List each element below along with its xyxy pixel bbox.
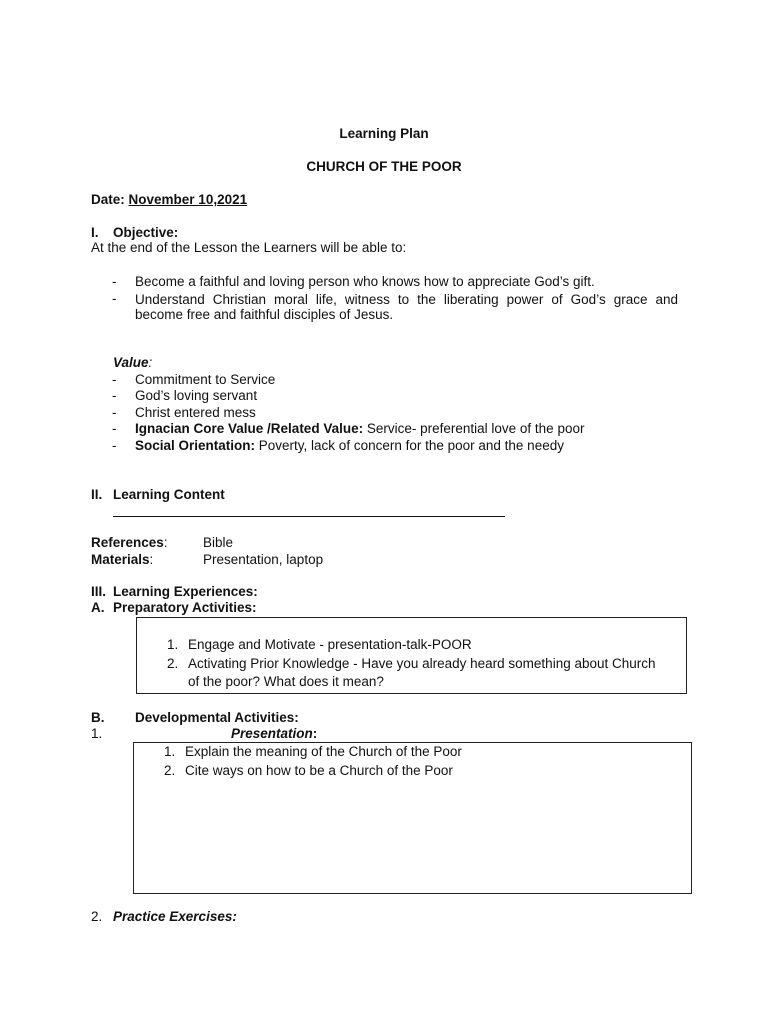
social-orientation-line (135, 438, 564, 453)
prep-item-1-number: 1. (167, 637, 179, 652)
bullet-dash: - (112, 372, 117, 387)
value-item-2: God’s loving servant (135, 388, 258, 403)
social-orientation-text: Poverty, lack of concern for the poor and the needy (255, 438, 564, 453)
presentation-box (133, 742, 692, 894)
materials-value: Presentation, laptop (203, 552, 324, 567)
objective-item-1: Become a faithful and loving person who knows how to appreciate God’s gift. (135, 274, 595, 289)
document-title: Learning Plan (339, 126, 429, 141)
references-value: Bible (203, 535, 234, 550)
practice-heading: Practice Exercises: (113, 909, 237, 924)
prep-item-2-text: Activating Prior Knowledge - Have you already heard something about Church (188, 656, 656, 671)
subsection-a-heading: Preparatory Activities: (113, 600, 257, 615)
materials-label: Materials (91, 552, 150, 567)
objective-item-2: Understand Christian moral life, witness to the liberating power of God’s grace and (135, 292, 678, 307)
materials-colon: : (149, 552, 154, 567)
core-value-text: Service- preferential love of the poor (363, 421, 585, 436)
date-value: November 10,2021 (128, 192, 248, 207)
subsection-a-number: A. (91, 600, 105, 615)
preparatory-activities-box (136, 617, 687, 694)
presentation-heading-line (231, 726, 317, 741)
prep-item-2-number: 2. (167, 656, 179, 671)
pres-item-1-number: 1. (164, 744, 176, 759)
references-label-line (91, 535, 168, 550)
bullet-dash: - (112, 438, 117, 453)
subsection-b-heading: Developmental Activities: (135, 710, 299, 725)
materials-label-line (91, 552, 153, 567)
section-experiences-heading: Learning Experiences: (113, 584, 258, 599)
prep-item-2-cont: of the poor? What does it mean? (188, 674, 384, 689)
value-item-3: Christ entered mess (135, 405, 256, 420)
section-objective-heading: Objective: (113, 225, 179, 240)
pres-item-2-text: Cite ways on how to be a Church of the Poor (185, 763, 453, 778)
prep-item-1-text: Engage and Motivate - presentation-talk-POOR (188, 637, 472, 652)
value-heading-label: Value (113, 355, 149, 370)
fill-in-line (113, 516, 505, 517)
section-experiences-number: III. (91, 584, 107, 599)
core-value-label: Ignacian Core Value /Related Value: (135, 421, 364, 436)
references-label: References (91, 535, 164, 550)
objective-item-2-cont: become free and faithful disciples of Jesus. (135, 307, 394, 322)
objective-intro: At the end of the Lesson the Learners will be able to: (91, 240, 407, 255)
document-subtitle: CHURCH OF THE POOR (306, 159, 462, 174)
bullet-dash: - (112, 421, 117, 436)
value-heading-colon: : (148, 355, 153, 370)
practice-number: 2. (91, 909, 103, 924)
section-content-heading: Learning Content (113, 487, 225, 502)
subsection-b-number: B. (91, 710, 105, 725)
value-heading (113, 355, 152, 370)
section-content-number: II. (91, 487, 103, 502)
bullet-dash: - (112, 274, 117, 289)
pres-item-2-number: 2. (164, 763, 176, 778)
bullet-dash: - (112, 405, 117, 420)
social-orientation-label: Social Orientation: (135, 438, 256, 453)
presentation-heading: Presentation (231, 726, 313, 741)
bullet-dash: - (112, 388, 117, 403)
date-label: Date: (91, 192, 125, 207)
bullet-dash: - (112, 291, 117, 306)
pres-item-1-text: Explain the meaning of the Church of the Poor (185, 744, 462, 759)
references-colon: : (163, 535, 168, 550)
date-line (91, 192, 247, 207)
core-value-line (135, 421, 584, 436)
presentation-number: 1. (91, 726, 103, 741)
section-objective-number: I. (91, 225, 99, 240)
presentation-colon: : (312, 726, 318, 741)
value-item-1: Commitment to Service (135, 372, 276, 387)
